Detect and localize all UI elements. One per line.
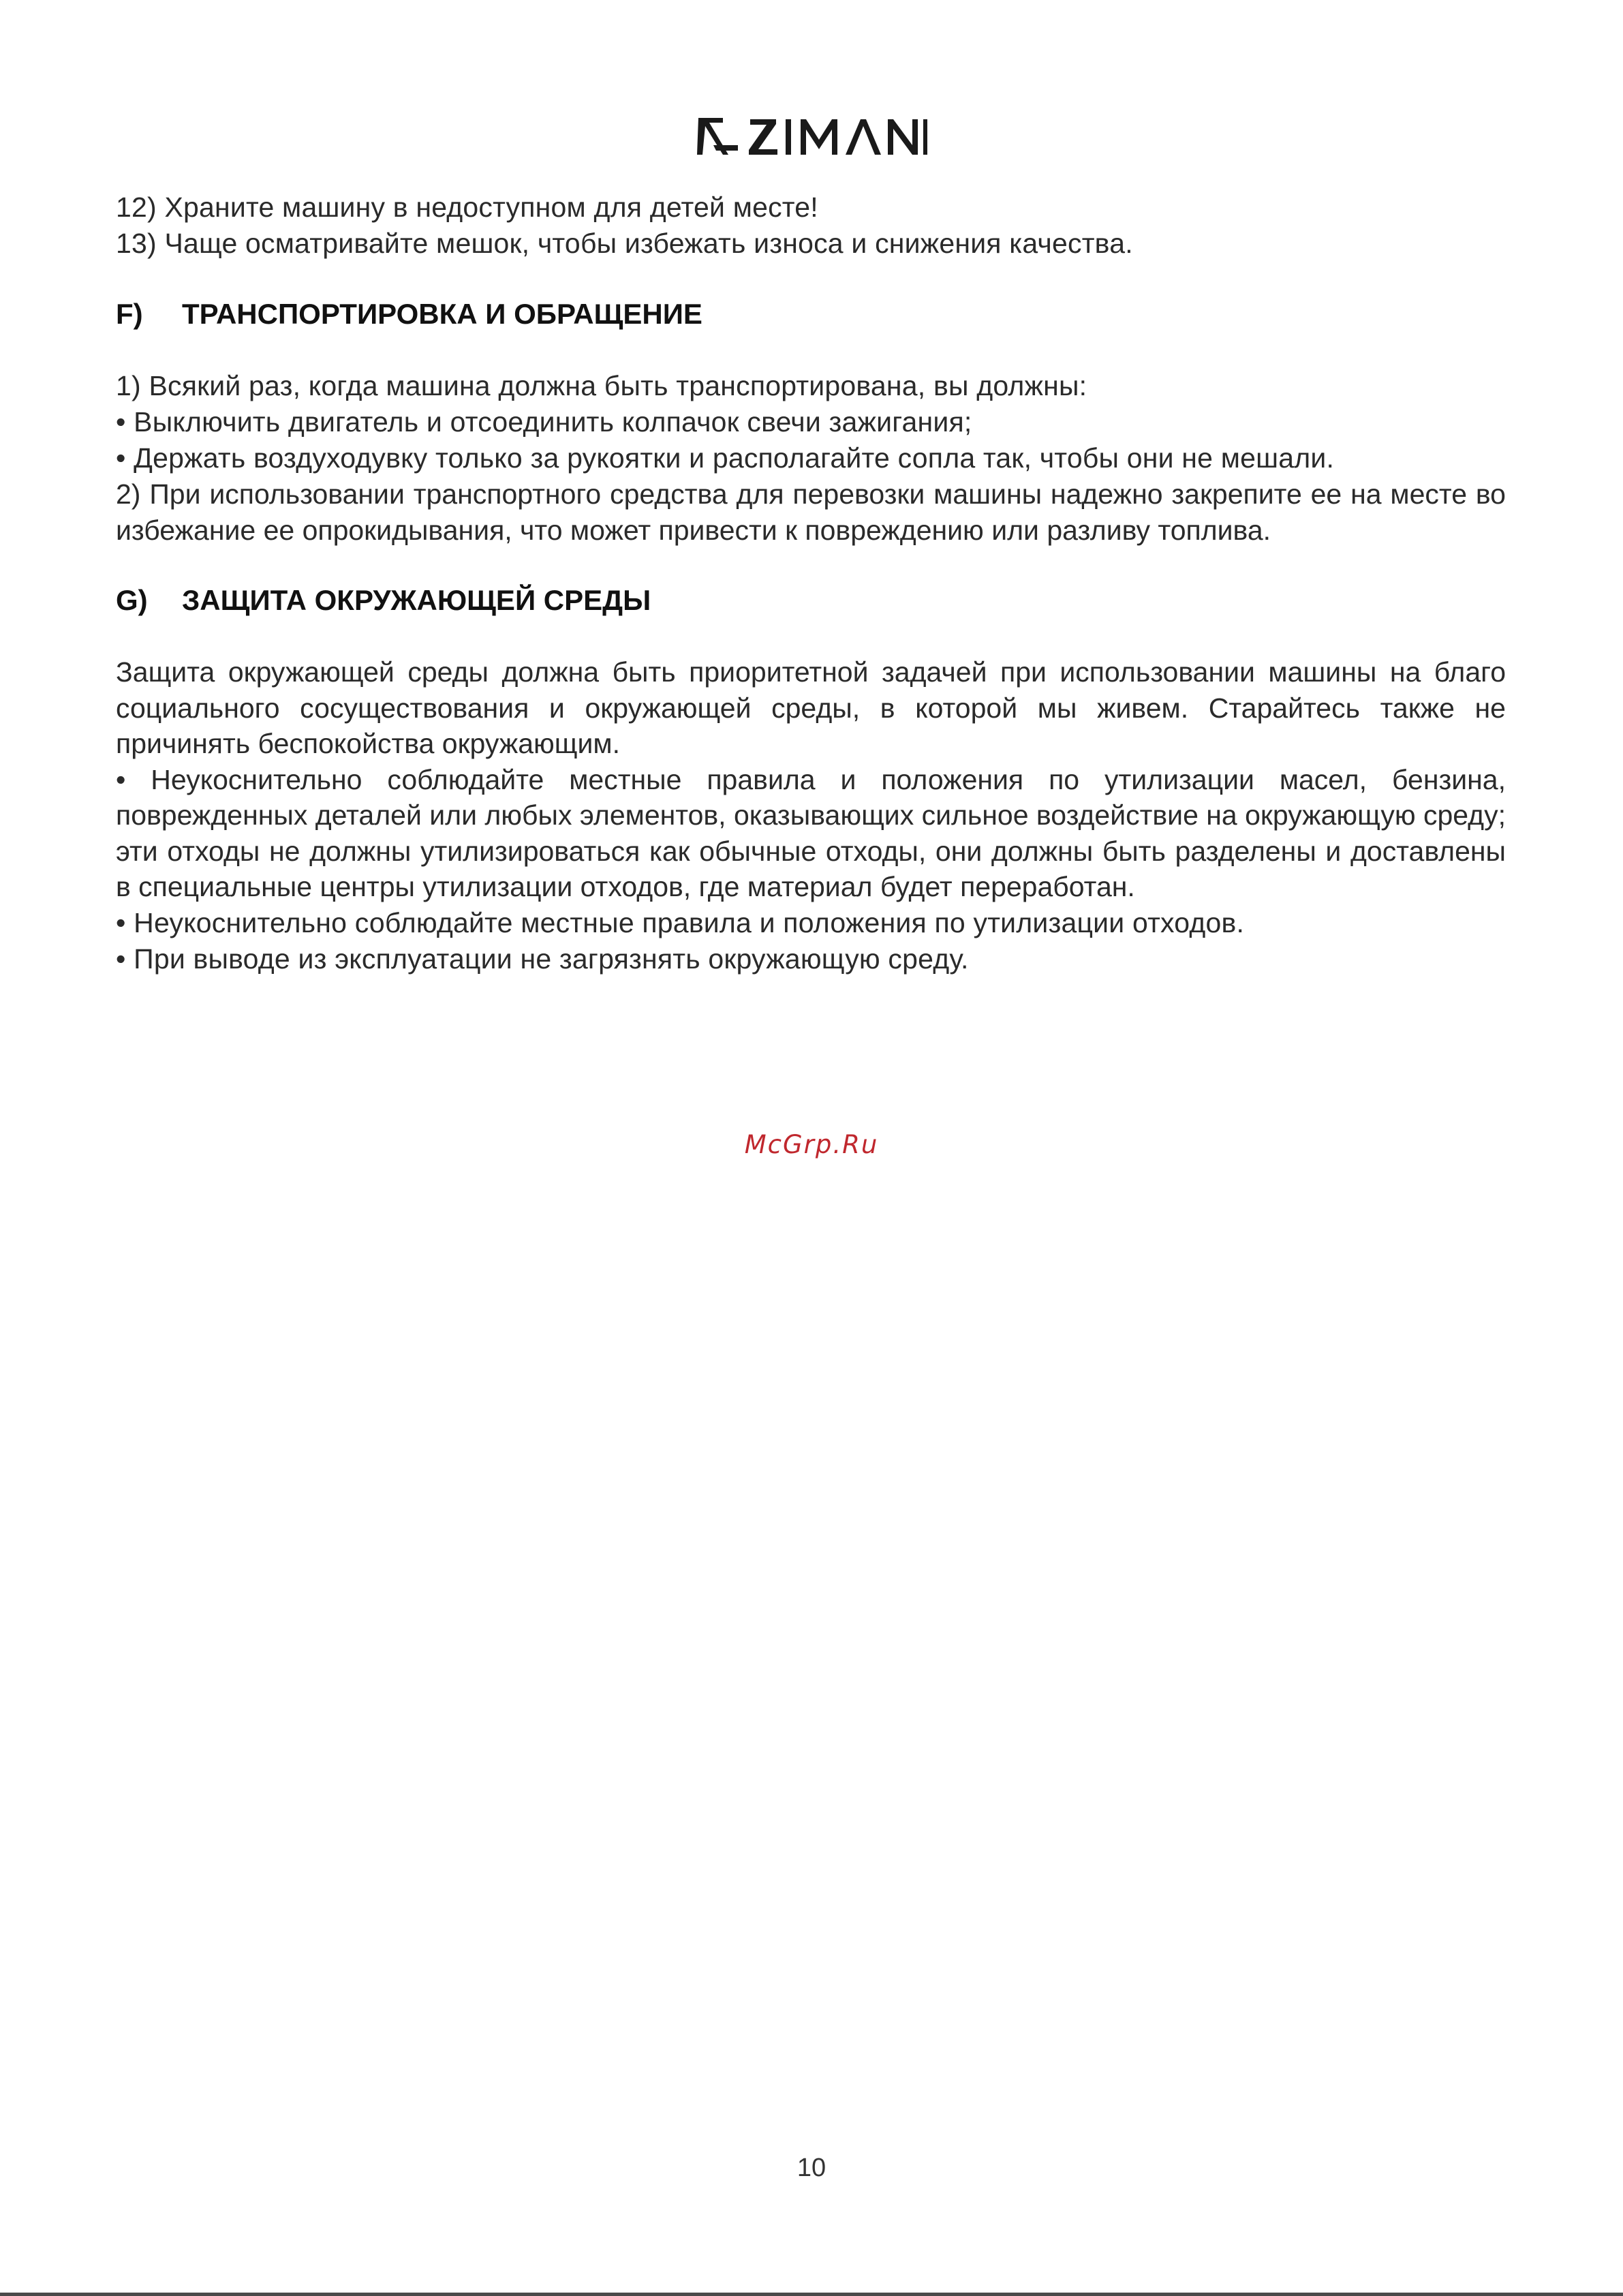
section-g-title: ЗАЩИТА ОКРУЖАЮЩЕЙ СРЕДЫ xyxy=(182,584,651,616)
item-12: 12) Храните машину в недоступном для детей месте! xyxy=(116,192,818,223)
section-g-line-3: • Неукоснительно соблюдайте местные правила и положения по утилизации отходов. xyxy=(116,906,1245,938)
brand-logo xyxy=(0,109,1623,164)
zimani-logo-icon xyxy=(696,112,927,160)
section-g-paragraph-1: Защита окружающей среды должна быть приоритетной задачей при использовании машины на благо социального сосуществования и окружающей среды, в которой мы живем. Старайтесь также не причинять беспокойства окружающим. xyxy=(116,656,1506,759)
section-f-paragraph: 2) При использовании транспортного средства для перевозки машины надежно закрепите ее на месте во избежание ее опрокидывания, что может привести к повреждению или разливу топлива. xyxy=(116,478,1506,546)
section-g-paragraph-2: • Неукоснительно соблюдайте местные правила и положения по утилизации масел, бензина, поврежденных деталей или любых элементов, оказывающих сильное воздействие на окружающую среду; эти отходы не должны утилизироваться как обычные отходы, они должны быть разделены и доставлены в специальные центры утилизации отходов, где материал будет переработан. xyxy=(116,763,1506,902)
page-number: 10 xyxy=(797,2154,826,2182)
section-f-letter: F) xyxy=(116,298,143,330)
section-g-heading xyxy=(116,582,1506,619)
section-f-line-2: • Выключить двигатель и отсоединить колпачок свечи зажигания; xyxy=(116,406,972,438)
item-13: 13) Чаще осматривайте мешок, чтобы избежать износа и снижения качества. xyxy=(116,228,1133,259)
section-g-line-4: • При выводе из эксплуатации не загрязнять окружающую среду. xyxy=(116,943,969,975)
body-content xyxy=(116,189,1506,977)
section-f-title: ТРАНСПОРТИРОВКА И ОБРАЩЕНИЕ xyxy=(182,298,702,330)
section-f-heading xyxy=(116,296,1506,333)
bottom-divider xyxy=(0,2293,1623,2296)
section-g-letter: G) xyxy=(116,584,148,616)
watermark-link[interactable]: McGrp.Ru xyxy=(744,1130,879,1159)
section-f-line-1: 1) Всякий раз, когда машина должна быть транспортирована, вы должны: xyxy=(116,370,1087,401)
section-f-line-3: • Держать воздуходувку только за рукоятки и располагайте сопла так, чтобы они не мешали. xyxy=(116,442,1335,474)
